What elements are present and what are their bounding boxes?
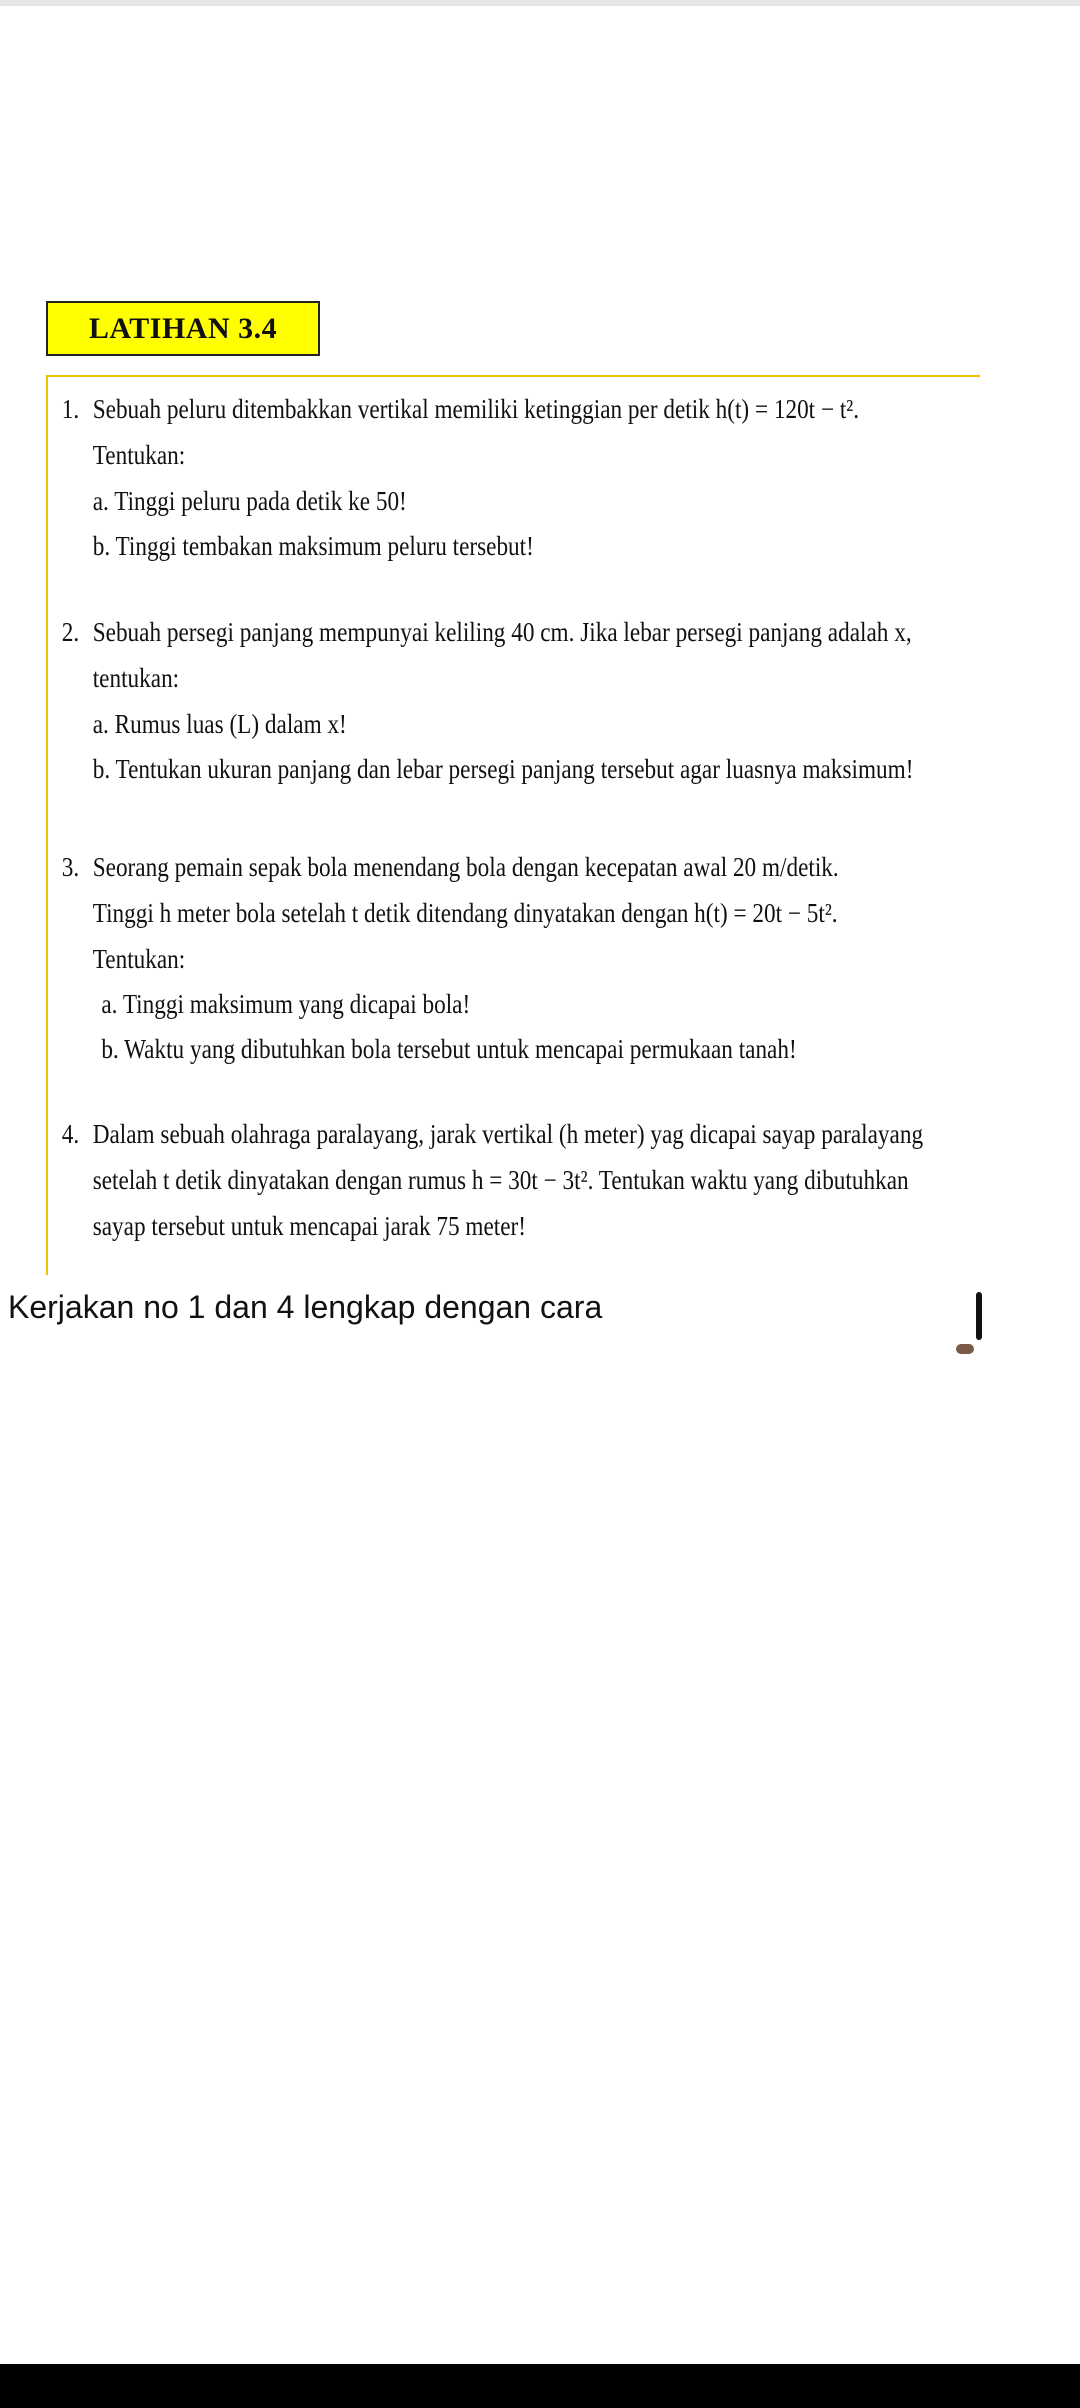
question-number: 1. <box>61 394 80 424</box>
question-text: setelah t detik dinyatakan dengan rumus h = 30t − 3t². Tentukan waktu yang dibutuhkan <box>92 1165 909 1195</box>
sub-question: a. Tinggi maksimum yang dicapai bola! <box>101 989 471 1019</box>
status-bar <box>0 0 1080 6</box>
question-text: tentukan: <box>92 663 180 693</box>
question-text: Seorang pemain sepak bola menendang bola dengan kecepatan awal 20 m/detik. <box>92 852 839 882</box>
question-text: Tentukan: <box>92 944 186 974</box>
question-number: 2. <box>61 617 80 647</box>
exercise-title: LATIHAN 3.4 <box>46 301 320 356</box>
question-text: Sebuah persegi panjang mempunyai keliling 40 cm. Jika lebar persegi panjang adalah x, <box>92 617 912 647</box>
question-number: 4. <box>61 1119 80 1149</box>
exercise-image[interactable] <box>0 295 980 1275</box>
sub-question: b. Waktu yang dibutuhkan bola tersebut untuk mencapai permukaan tanah! <box>101 1034 797 1064</box>
question-comment: Kerjakan no 1 dan 4 lengkap dengan cara <box>8 1289 603 1325</box>
sub-question: a. Tinggi peluru pada detik ke 50! <box>92 486 407 516</box>
question-text: Tentukan: <box>92 440 186 470</box>
sub-question: b. Tinggi tembakan maksimum peluru tersebut! <box>92 531 534 561</box>
sub-question: b. Tentukan ukuran panjang dan lebar persegi panjang tersebut agar luasnya maksimum! <box>92 754 914 784</box>
question-text: Tinggi h meter bola setelah t detik ditendang dinyatakan dengan h(t) = 20t − 5t². <box>92 898 838 928</box>
question-text: Dalam sebuah olahraga paralayang, jarak vertikal (h meter) yag dicapai sayap paralayang <box>92 1119 924 1149</box>
question-number: 3. <box>61 852 80 882</box>
edge-dot <box>956 1344 974 1354</box>
navigation-bar <box>0 2364 1080 2408</box>
question-text: Sebuah peluru ditembakkan vertikal memiliki ketinggian per detik h(t) = 120t − t². <box>92 394 860 424</box>
sub-question: a. Rumus luas (L) dalam x! <box>92 709 347 739</box>
exercise-content-frame <box>46 375 980 1275</box>
question-text: sayap tersebut untuk mencapai jarak 75 meter! <box>92 1211 526 1241</box>
